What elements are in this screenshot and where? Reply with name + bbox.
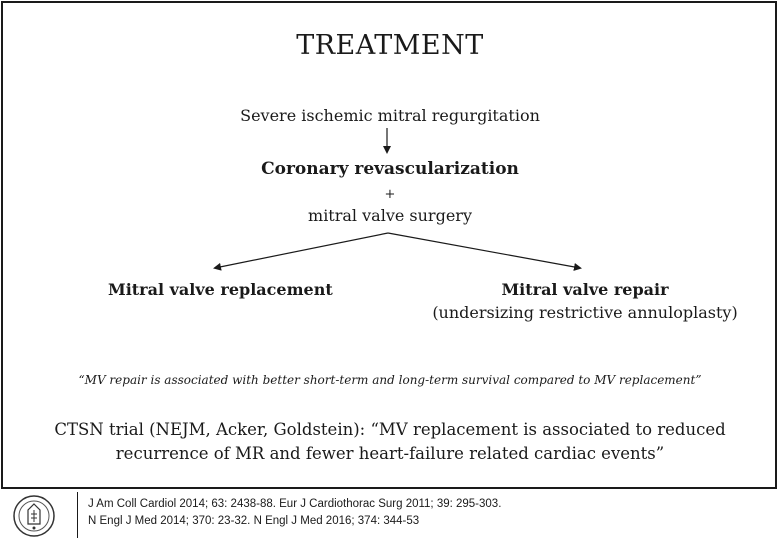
footer: [0, 492, 780, 540]
step-plus: +: [384, 187, 396, 202]
option-repair-title: Mitral valve repair: [501, 280, 669, 299]
ctsn-statement: CTSN trial (NEJM, Acker, Goldstein): “MV replacement is associated to reduced recurrence of MR and fewer heart-failure related cardiac events”: [54, 420, 726, 463]
reference-line-1: J Am Coll Cardiol 2014; 63: 2438-88. Eur J Cardiothorac Surg 2011; 39: 295-303.: [88, 498, 502, 510]
university-seal-icon: [12, 494, 56, 538]
option-replacement: Mitral valve replacement: [108, 280, 333, 299]
arrow-right: [388, 233, 580, 268]
option-repair-subtitle: (undersizing restrictive annuloplasty): [432, 303, 738, 322]
arrow-left: [215, 233, 388, 268]
reference-line-2: N Engl J Med 2014; 370: 23-32. N Engl J Med 2016; 374: 344-53: [88, 515, 420, 527]
option-repair: [415, 280, 755, 322]
footer-divider: [77, 492, 78, 538]
step-revascularization: Coronary revascularization: [261, 159, 519, 179]
start-node: Severe ischemic mitral regurgitation: [240, 106, 540, 125]
repair-quote: “MV repair is associated with better short-term and long-term survival compared to MV replacement”: [78, 373, 702, 387]
references: [88, 496, 501, 530]
step-mitral-surgery: mitral valve surgery: [308, 206, 472, 225]
slide-title: TREATMENT: [296, 30, 484, 61]
